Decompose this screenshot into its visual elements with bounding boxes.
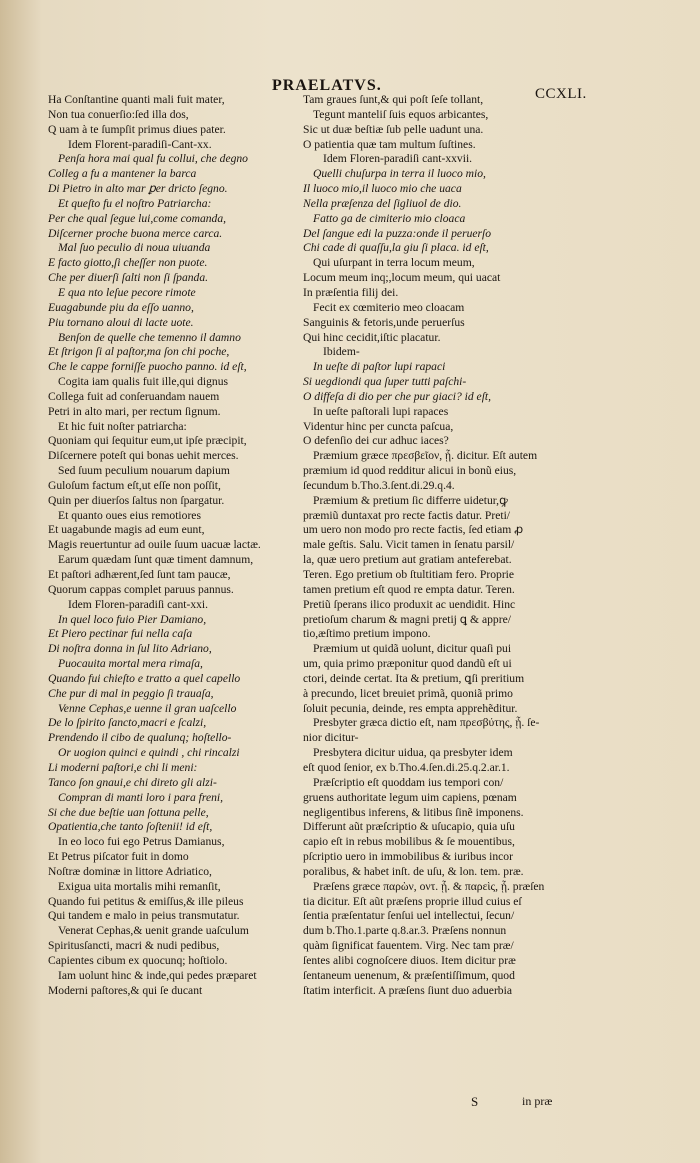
text-line: Locum meum inq;,locum meum, qui uacat (303, 271, 501, 285)
text-line: E facto giotto,ſi cheſſer non puote. (48, 256, 208, 270)
text-line: O patientia quæ tam multum ſuſtines. (303, 137, 476, 151)
text-line: Præſcriptio eſt quoddam ius tempori con/ (313, 775, 504, 789)
text-line: Quorum cappas complet paruus pannus. (48, 582, 234, 596)
text-line: tamen pretium eſt quod re empta datur. Teren. (303, 582, 515, 596)
text-line: Quin per diuerſos ſaltus non ſpargatur. (48, 493, 225, 507)
text-line: Earum quædam ſunt quæ timent damnum, (58, 553, 254, 567)
catchword: in præ (522, 1094, 553, 1108)
text-line: ſentaneum uenenum, & præſentiſſimum, quod (303, 968, 515, 982)
signature-mark: S (471, 1094, 479, 1109)
text-line: O defenſio dei cur adhuc iaces? (303, 434, 449, 448)
text-line: Qui uſurpant in terra locum meum, (313, 256, 475, 270)
text-line: ſoluit pecunia, deinde, res empta apprehẽditur. (303, 701, 518, 715)
text-line: Petri in alto mari, per rectum ſignum. (48, 404, 221, 418)
text-line: um, quia primo præponitur quod dandũ eſt ui (303, 657, 512, 671)
text-line: Noſtræ dominæ in littore Adriatico, (48, 864, 212, 878)
text-line: poralibus, & habet inſt. de uſu, & lon. tem. præ. (303, 864, 524, 878)
text-line: Et ſtrigon ſi al paſtor,ma ſon chi poche, (48, 345, 230, 359)
text-line: Chi cade di quaſſu,la giu ſi placa. id eſt, (303, 241, 489, 255)
text-line: Moderni paſtores,& qui ſe ducant (48, 983, 203, 997)
running-head: PRAELATVS. (272, 77, 382, 94)
text-line: O diffeſa di dio per che pur giaci? id eſt, (303, 389, 492, 403)
text-line: gruens authoritate legum uim capiens, pœnam (303, 790, 517, 804)
text-line: Nella præſenza del ſigliuol de dio. (303, 196, 462, 210)
text-line: Videntur hinc per cuncta paſcua, (303, 419, 454, 433)
text-line: Tam graues ſunt,& qui poſt ſeſe tollant, (303, 93, 484, 106)
text-line: In ueſte paſtorali lupi rapaces (313, 404, 449, 418)
text-line: Sic ut duæ beſtiæ ſub pelle uadunt una. (303, 122, 484, 136)
text-line: Ha Conſtantine quanti mali fuit mater, (48, 93, 225, 106)
text-line: nior dicitur- (303, 731, 359, 745)
text-line: capio eſt in rebus mobilibus & ſe mouentibus, (303, 835, 515, 849)
text-line: Exigua uita mortalis mihi remanſit, (58, 879, 221, 893)
text-line: Præmium & pretium ſic differre uidetur,ꝙ (313, 493, 508, 507)
text-line: Diſcernere poteſt qui bonas uehit merces. (48, 449, 239, 463)
text-line: Et queſto fu el noſtro Patriarcha: (58, 196, 212, 210)
text-line: Q uam à te ſumpſit primus diues pater. (48, 122, 226, 136)
text-line: um uero non modo pro recte factis, ſed etiam ꝓ (303, 523, 524, 537)
text-line: Che per diuerſi ſalti non ſi ſpanda. (48, 271, 209, 285)
text-line: Teren. Ego pretium ob ſtultitiam fero. Proprie (303, 568, 515, 581)
text-line: ſecundum b.Tho.3.ſent.di.29.q.4. (303, 478, 455, 492)
text-line: Opatientia,che tanto ſoſtenii! id eſt, (48, 820, 213, 834)
text-line: Ibidem- (323, 345, 360, 359)
text-line: Puocauita mortal mera rimaſa, (58, 657, 203, 671)
text-line: Si che due beſtie uan ſottuna pelle, (48, 805, 209, 819)
text-line: Idem Floren-paradiſi cant-xxi. (68, 597, 209, 611)
text-line: Fecit ex cœmiterio meo cloacam (313, 300, 465, 314)
text-line: In præſentia filij dei. (303, 285, 399, 299)
text-line: Non tua conuerſio:ſed illa dos, (48, 107, 189, 121)
text-line: ſentes alibi cognoſcere diuos. Item dicitur præ (303, 953, 516, 967)
text-line: præmium id quod redditur alicui in bonũ eius, (303, 464, 517, 478)
left-column (48, 93, 316, 998)
text-line: E qua nto leſue pecore rimote (58, 285, 196, 299)
text-line: Pretiũ ſperans ilico produxit ac uendidit. Hinc (303, 597, 516, 611)
text-line: In quel loco fuio Pier Damiano, (58, 612, 207, 626)
text-line: Presbyter græca dictio eſt, nam πρεσβύτης, ᾗ. ſe- (313, 716, 540, 730)
text-line: Et hic fuit noſter patriarcha: (58, 419, 187, 433)
text-line: Per che qual ſegue lui,come comanda, (48, 211, 227, 225)
text-line: ſentia præſentatur ſenſui uel intellectui, ſecun/ (303, 909, 515, 923)
text-line: Presbytera dicitur uidua, qa presbyter idem (313, 746, 513, 760)
text-line: negligentibus inferens, & litibus ſinẽ imponens. (303, 805, 524, 819)
text-line: Mal ſuo peculio di noua uiuanda (58, 241, 211, 255)
text-line: Quoniam qui ſequitur eum,ut ipſe præcipit, (48, 434, 247, 448)
text-line: Cogita iam qualis fuit ille,qui dignus (58, 375, 229, 389)
text-line: la, quæ uero pretium aut gratiam anteferebat. (303, 553, 512, 567)
text-line: Præmium ut quidã uolunt, dicitur quaſi pui (313, 642, 512, 656)
text-line: De lo ſpirito ſancto,macri e ſcalzi, (48, 716, 207, 730)
text-line: Quando fui chieſto e tratto a quel capello (48, 671, 241, 685)
text-line: Qui hinc cecidit,iſtic placatur. (303, 330, 441, 344)
text-line: Differunt aũt præſcriptio & uſucapio, quia uſu (303, 820, 515, 834)
text-line: Venerat Cephas,& uenit grande uaſculum (58, 924, 249, 938)
text-line: Idem Florent-paradiſi-Cant-xx. (68, 137, 212, 151)
text-line: Si uegdiondi qua ſuper tutti paſchi- (303, 375, 467, 389)
text-line: Piu tornano aloui di lacte uote. (48, 315, 194, 329)
text-line: Quando fui petitus & emiſſus,& ille pileus (48, 894, 244, 908)
text-line: Compran di manti loro i para freni, (58, 790, 224, 804)
text-line: Capientes cibum ex quocunq; hoſtiolo. (48, 953, 228, 967)
text-line: Quelli chuſurpa in terra il luoco mio, (313, 167, 486, 181)
text-line: ſtatim interficit. A præſens ſiunt duo aduerbia (303, 983, 512, 997)
text-line: Di noſtra donna in ſul lito Adriano, (48, 642, 212, 656)
text-line: Qui tandem e malo in peius transmutatur. (48, 909, 240, 923)
text-line: tio,æſtimo pretium impono. (303, 627, 431, 641)
text-line: Præmium græce πρεσβεῖον, ᾗ. dicitur. Eſt autem (313, 449, 538, 463)
text-line: Præſens græce παρὼν, οντ. ᾗ. & παρεὶς, ᾗ. præſen (313, 879, 545, 893)
text-line: Idem Floren-paradiſi cant-xxvii. (323, 152, 473, 166)
text-line: Iam uolunt hinc & inde,qui pedes præparet (58, 968, 257, 982)
text-line: quàm ſignificat fauentem. Virg. Nec tam præ/ (303, 939, 514, 953)
text-line: dum b.Tho.1.parte q.8.ar.3. Præſens nonnun (303, 924, 507, 938)
text-line: eſt quod ſenior, ex b.Tho.4.ſen.di.25.q.2.ar.1. (303, 760, 510, 774)
text-line: In eo loco fui ego Petrus Damianus, (58, 835, 225, 849)
folio-number: CCXLI. (535, 86, 587, 102)
text-line: pſcriptio uero in immobilibus & iuribus incor (303, 850, 513, 864)
text-line: Sanguinis & fetoris,unde peruerſus (303, 315, 465, 329)
text-line: Prendendo il cibo de qualunq; hoſtello- (48, 731, 232, 745)
text-line: Tegunt manteliſ ſuis equos arbicantes, (313, 107, 489, 121)
text-line: Del ſangue edi la puzza:onde il peruerſo (303, 226, 492, 240)
text-line: à precundo, licet breuiet primã, quoniã primo (303, 686, 513, 700)
text-line: Tanco ſon gnaui,e chi direto gli alzi- (48, 775, 217, 789)
text-line: Colleg a fu a mantener la barca (48, 167, 197, 181)
text-line: præmiũ duntaxat pro recte factis datur. Preti/ (303, 508, 511, 522)
text-line: Che pur di mal in peggio ſi trauaſa, (48, 686, 214, 700)
text-line: male geſtis. Salu. Vicit tamen in ſenatu parsil/ (303, 538, 515, 552)
text-line: In ueſte di paſtor lupi rapaci (313, 360, 446, 374)
text-line: Et uagabunde magis ad eum eunt, (48, 523, 205, 537)
text-line: Di Pietro in alto mar ꝑer dricto ſegno. (48, 182, 228, 196)
text-line: Euagabunde piu da eſſo uanno, (48, 300, 194, 314)
text-line: Collega fuit ad conſeruandam nauem (48, 389, 220, 403)
text-line: Et quanto oues eius remotiores (58, 508, 201, 522)
text-line: ctori, deinde certat. Ita & pretium, ꝗſi preritium (303, 671, 525, 685)
text-line: Che le cappe forniſſe puocho panno. id eſt, (48, 360, 247, 374)
text-line: Fatto ga de cimiterio mio cloaca (313, 211, 466, 225)
text-line: tia dicitur. Eſt aũt præſens proprie illud cuius eſ (303, 894, 522, 908)
text-line: Et Petrus piſcator fuit in domo (48, 850, 189, 864)
text-line: Benſon de quelle che temenno il damno (58, 330, 241, 344)
text-line: Et paſtori adhærent,ſed ſunt tam paucæ, (48, 568, 231, 581)
text-line: pretioſum charum & magni pretij ꝗ & appre/ (303, 612, 511, 626)
text-line: Li moderni paſtori,e chi li meni: (48, 760, 198, 774)
text-line: Penſa hora mai qual fu collui, che degno (58, 152, 248, 166)
text-line: Or uogion quinci e quindi , chi rincalzi (58, 746, 240, 760)
text-line: Et Piero pectinar fui nella caſa (48, 627, 193, 641)
text-line: Venne Cephas,e uenne il gran uaſcello (58, 701, 237, 715)
text-line: Spiritusſancti, macri & nudi pedibus, (48, 939, 220, 953)
text-line: Diſcerner proche buona merce carca. (48, 226, 223, 240)
text-line: Guloſum factum eſt,ut eſſe non poſſit, (48, 478, 221, 492)
text-line: Magis reuertuntur ad ouile ſuum uacuæ lactæ. (48, 538, 261, 552)
right-column (303, 93, 575, 998)
text-line: Sed ſuum peculium nouarum dapium (58, 464, 230, 478)
text-line: Il luoco mio,il luoco mio che uaca (303, 182, 462, 196)
